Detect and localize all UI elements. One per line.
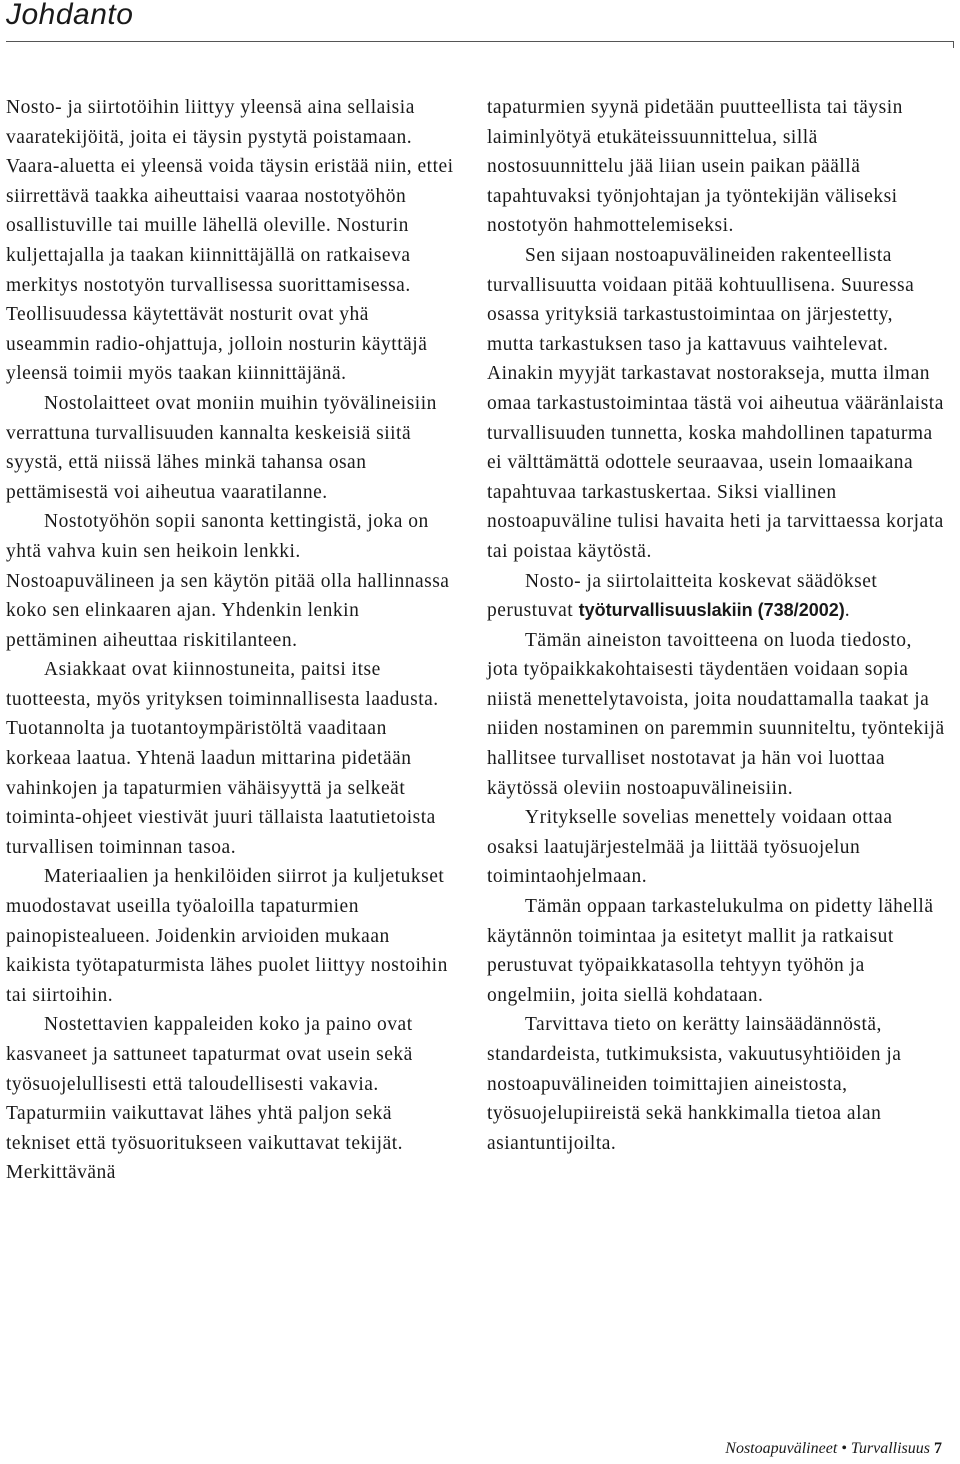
paragraph: Tämän oppaan tarkastelukulma on pidetty lähellä käytännön toimintaa ja esitetyt mallit ja ratkaisut perustuvat työpaikkatasolla tehtyyn työhön ja ongelmiin, joita siellä kohdataan. [487,896,934,1006]
left-column [6,93,454,1188]
page-footer [725,1440,942,1458]
law-end: . [844,600,851,622]
paragraph: Nosto- ja siirtotöihin liittyy yleensä aina sellaisia vaaratekijöitä, joita ei täysin pystytä poistamaan. Vaara-aluetta ei yleensä voida täysin eristää niin, ettei siirrettävä taakka aiheuttaisi vaaraa nostotyöhön osallistuville tai muille lähellä oleville. Nosturin kuljettajalla ja taakan kiinnittäjällä on ratkaiseva merkitys nostotyön turvallisessa suorittamisessa. Teollisuudessa käytettävät nosturit ovat yhä useammin radio-ohjattuja, jolloin nosturin käyttäjä yleensä toimii myös taakan kiinnittäjänä. [6,97,454,385]
paragraph: Asiakkaat ovat kiinnostuneita, paitsi itse tuotteesta, myös yrityksen toiminnallisesta laadusta. Tuotannolta ja tuotantoympäristöltä vaaditaan korkeaa laatua. Yhtenä laadun mittarina pidetään vahinkojen ja tapaturmien vähäisyyttä ja selkeät toiminta-ohjeet viestivät juuri tällaista laatutietoista turvallisen toiminnan tasoa. [6,659,439,858]
paragraph: Nostolaitteet ovat moniin muihin työvälineisiin verrattuna turvallisuuden kannalta keskeisiä siitä syystä, että niissä lähes minkä tahansa osan pettämisestä voi aiheutua vaaratilanne. [6,392,437,503]
page-title: Johdanto [6,0,134,31]
paragraph: Nostotyöhön sopii sanonta kettingistä, joka on yhtä vahva kuin sen heikoin lenkki. Nostoapuvälineen ja sen käytön pitää olla hallinnassa koko sen elinkaaren ajan. Yhdenkin lenkin pettäminen aiheuttaa riskitilanteen. [6,511,450,651]
footer-publication: Nostoapuvälineet • Turvallisuus [725,1440,930,1457]
law-paragraph [487,567,945,626]
title-divider-tick [953,41,954,48]
right-column [487,93,945,1158]
paragraph: Materiaalien ja henkilöiden siirrot ja kuljetukset muodostavat useilla työaloilla tapaturmien painopistealueen. Joidenkin arvioiden mukaan kaikista työtapaturmista lähes puolet liittyy nostoihin tai siirtoihin. [6,866,448,1006]
law-reference: työturvallisuuslakiin (738/2002) [578,600,845,621]
title-divider [6,41,954,42]
paragraph: Sen sijaan nostoapuvälineiden rakenteellista turvallisuutta voidaan pitää kohtuullisena. Suuressa osassa yrityksiä tarkastustoimintaa on järjestetty, mutta tarkastuksen taso ja kattavuus vaihtelevat. Ainakin myyjät tarkastavat nostorakseja, mutta ilman omaa tarkastustoimintaa tästä voi aiheutua vääränlaista turvallisuuden tunnetta, koska mahdollinen tapaturma ei välttämättä odottele seuraavaa, usein lomaaikana tapahtuvaa tarkastuskertaa. Siksi viallinen nostoapuväline tulisi havaita heti ja tarvittaessa korjata tai poistaa käytöstä. [487,244,944,562]
law-intro: Nosto- ja siirtolaitteita koskevat säädökset perustuvat [487,570,878,622]
paragraph: Tämän aineiston tavoitteena on luoda tiedosto, jota työpaikkakohtaisesti täydentäen voidaan sopia niistä menettelytavoista, joita noudattamalla taakat ja niiden nostaminen on paremmin suunniteltu, työntekijä hallitsee turvalliset nostotavat ja hän voi luottaa käytössä oleviin nostoapuvälineisiin. [487,629,945,799]
page-number: 7 [934,1440,942,1457]
paragraph: Nostettavien kappaleiden koko ja paino ovat kasvaneet ja sattuneet tapaturmat ovat usein sekä työsuojelullisesti että taloudellisesti vakavia. Tapaturmiin vaikuttavat lähes yhtä paljon sekä tekniset että työsuoritukseen vaikuttavat tekijät. Merkittävänä [6,1014,413,1184]
paragraph: tapaturmien syynä pidetään puutteellista tai täysin laiminlyötyä etukäteissuunnittelua, sillä nostosuunnittelu jää liian usein paikan päällä tapahtuvaksi työnjohtajan ja työntekijän väliseksi nostotyön hahmottelemiseksi. [487,97,903,237]
paragraph: Yritykselle sovelias menettely voidaan ottaa osaksi laatujärjestelmää ja liittää työsuojelun toimintaohjelmaan. [487,807,893,888]
paragraph: Tarvittava tieto on kerätty lainsäädännöstä, standardeista, tutkimuksista, vakuutusyhtiöiden ja nostoapuvälineiden toimittajien aineistosta, työsuojelupiireistä sekä hankkimalla tietoa alan asiantuntijoilta. [487,1014,902,1154]
